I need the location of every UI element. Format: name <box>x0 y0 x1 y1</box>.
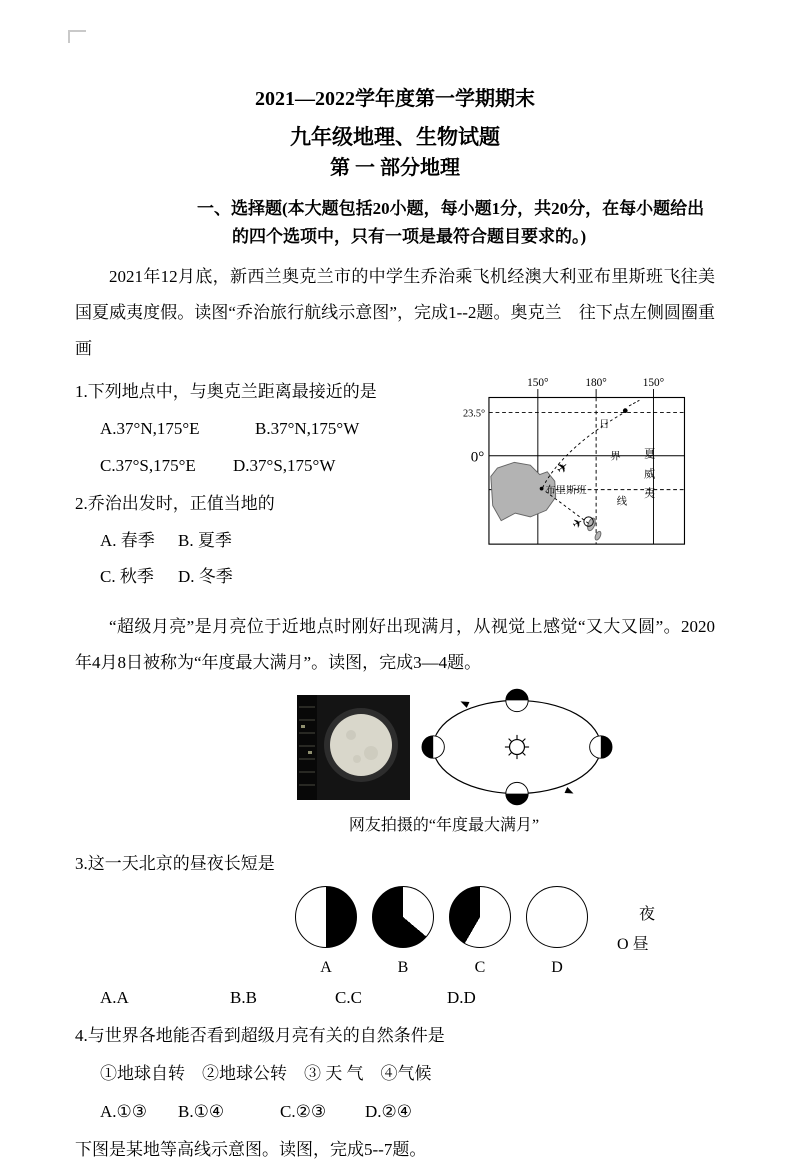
figure-caption: 网友拍摄的“年度最大满月” <box>348 817 540 834</box>
pie-option-b <box>372 886 434 978</box>
dateline-char-3: 线 <box>616 496 628 508</box>
legend-night-label: 夜 <box>639 906 656 923</box>
q3-option-b: B.B <box>230 988 257 1007</box>
hawaii-char-2: 威 <box>644 468 656 481</box>
q4-option-b: B.①④ <box>178 1102 225 1121</box>
moon-orbit-diagram <box>422 687 612 807</box>
hawaii-dot <box>623 408 628 413</box>
section-heading <box>75 195 715 251</box>
day-night-pie-row <box>295 886 715 978</box>
sun-icon <box>505 735 529 759</box>
route-map <box>457 369 692 567</box>
pie-label-c: C <box>474 959 486 976</box>
question-1-options-row-1 <box>75 417 457 441</box>
q2-option-c: C. 秋季 <box>100 567 154 586</box>
building-silhouette <box>297 695 317 800</box>
exam-title-line3: 第 一 部分地理 <box>330 157 460 179</box>
pie-option-a <box>295 886 357 978</box>
q1-option-d: D.37°S,175°W <box>233 456 336 475</box>
q4-option-d: D.②④ <box>365 1102 413 1121</box>
section-heading-line1: 一、选择题(本大题包括20小题，每小题1分，共20分，在每小题给出 <box>197 199 705 218</box>
question-2-text: 2.乔治出发时，正值当地的 <box>75 494 275 513</box>
pie-legend <box>617 900 655 960</box>
intro-paragraph-1: 2021年12月底，新西兰奥克兰市的中学生乔治乘飞机经澳大利亚布里斯班飞往美国夏威夷度假。读图“乔治旅行航线示意图”，完成1--2题。奥克兰 往下点左侧圆圈重画 <box>75 267 715 358</box>
hawaii-char-3: 夷 <box>644 488 656 501</box>
lon-label-180: 180° <box>585 377 607 390</box>
q3-option-a: A.A <box>100 988 129 1007</box>
pie-label-d: D <box>551 959 563 976</box>
q1-option-c: C.37°S,175°E <box>100 456 196 475</box>
q1-option-b: B.37°N,175°W <box>255 419 360 438</box>
orbit-arrow <box>459 698 469 707</box>
questions-1-2-block <box>75 371 715 586</box>
next-section-intro: 下图是某地等高线示意图。读图，完成5--7题。 <box>75 1140 427 1159</box>
section-heading-line2: 的四个选项中，只有一项是最符合题目要求的。) <box>232 227 587 246</box>
dateline-char-1: 日 <box>598 419 610 431</box>
q3-option-d: D.D <box>447 988 476 1007</box>
question-3-options-row <box>75 986 715 1010</box>
questions-1-2-text-column <box>75 371 457 586</box>
question-4-options-row <box>75 1100 715 1124</box>
question-4-items: ①地球自转 ②地球公转 ③ 天 气 ④气候 <box>100 1064 432 1083</box>
airplane-icon: ✈ <box>553 458 573 479</box>
exam-title-line2: 九年级地理、生物试题 <box>290 125 500 149</box>
scan-artifact <box>68 30 86 43</box>
pie-label-a: A <box>320 959 332 976</box>
new-zealand-south-island <box>594 530 602 541</box>
intro-paragraph-2: “超级月亮”是月亮位于近地点时刚好出现满月，从视觉上感觉“又大又圆”。2020年4月8日被称为“年度最大满月”。读图，完成3—4题。 <box>75 617 715 672</box>
flight-path-brisbane-hawaii <box>543 413 625 488</box>
question-3-text: 3.这一天北京的昼夜长短是 <box>75 854 275 873</box>
day-night-pie-d <box>526 886 588 948</box>
q4-option-a: A.①③ <box>100 1102 148 1121</box>
exam-title-line1: 2021—2022学年度第一学期期末 <box>255 88 535 110</box>
pie-option-d <box>526 886 588 978</box>
question-4-text: 4.与世界各地能否看到超级月亮有关的自然条件是 <box>75 1026 445 1045</box>
pie-option-c <box>449 886 511 978</box>
lon-label-150w: 150° <box>642 377 665 390</box>
new-zealand-north-island <box>586 517 597 532</box>
moon-phase-right-icon <box>590 736 612 758</box>
route-map-figure <box>457 369 692 577</box>
legend-day-label: 昼 <box>632 936 649 953</box>
supermoon-photo <box>297 695 410 800</box>
supermoon-figure-row <box>297 687 715 807</box>
question-2-options-row-2-clipped <box>75 565 457 586</box>
moon-disc <box>330 714 392 776</box>
day-symbol: O <box>617 936 629 953</box>
pie-label-b: B <box>397 959 409 976</box>
airplane-icon: ✈ <box>569 514 586 533</box>
moon-phase-left-icon <box>422 736 444 758</box>
day-night-pie-a <box>295 886 357 948</box>
question-2-options-row-1 <box>75 529 457 553</box>
moon-phase-top-icon <box>506 689 528 711</box>
brisbane-dot <box>540 487 544 491</box>
equator-label: 0° <box>470 449 485 466</box>
question-1-options-row-2 <box>75 454 457 478</box>
q3-option-c: C.C <box>335 988 362 1007</box>
q2-option-b: B. 夏季 <box>178 531 232 550</box>
day-night-pie-c <box>449 886 511 948</box>
day-night-pie-b <box>372 886 434 948</box>
moon-phase-bottom-icon <box>506 782 528 804</box>
q4-option-c: C.②③ <box>280 1102 327 1121</box>
lon-label-150e: 150° <box>527 377 549 390</box>
dateline-char-2: 界 <box>610 451 621 463</box>
q2-option-a: A. 春季 <box>100 531 155 550</box>
orbit-arrow <box>565 787 575 796</box>
brisbane-label: 布里斯班 <box>545 485 587 497</box>
question-1-text: 1.下列地点中，与奥克兰距离最接近的是 <box>75 382 377 401</box>
q2-option-d: D. 冬季 <box>178 567 233 586</box>
q1-option-a: A.37°N,175°E <box>100 419 200 438</box>
hawaii-char-1: 夏 <box>644 448 656 461</box>
tropic-label: 23.5° <box>462 408 486 420</box>
